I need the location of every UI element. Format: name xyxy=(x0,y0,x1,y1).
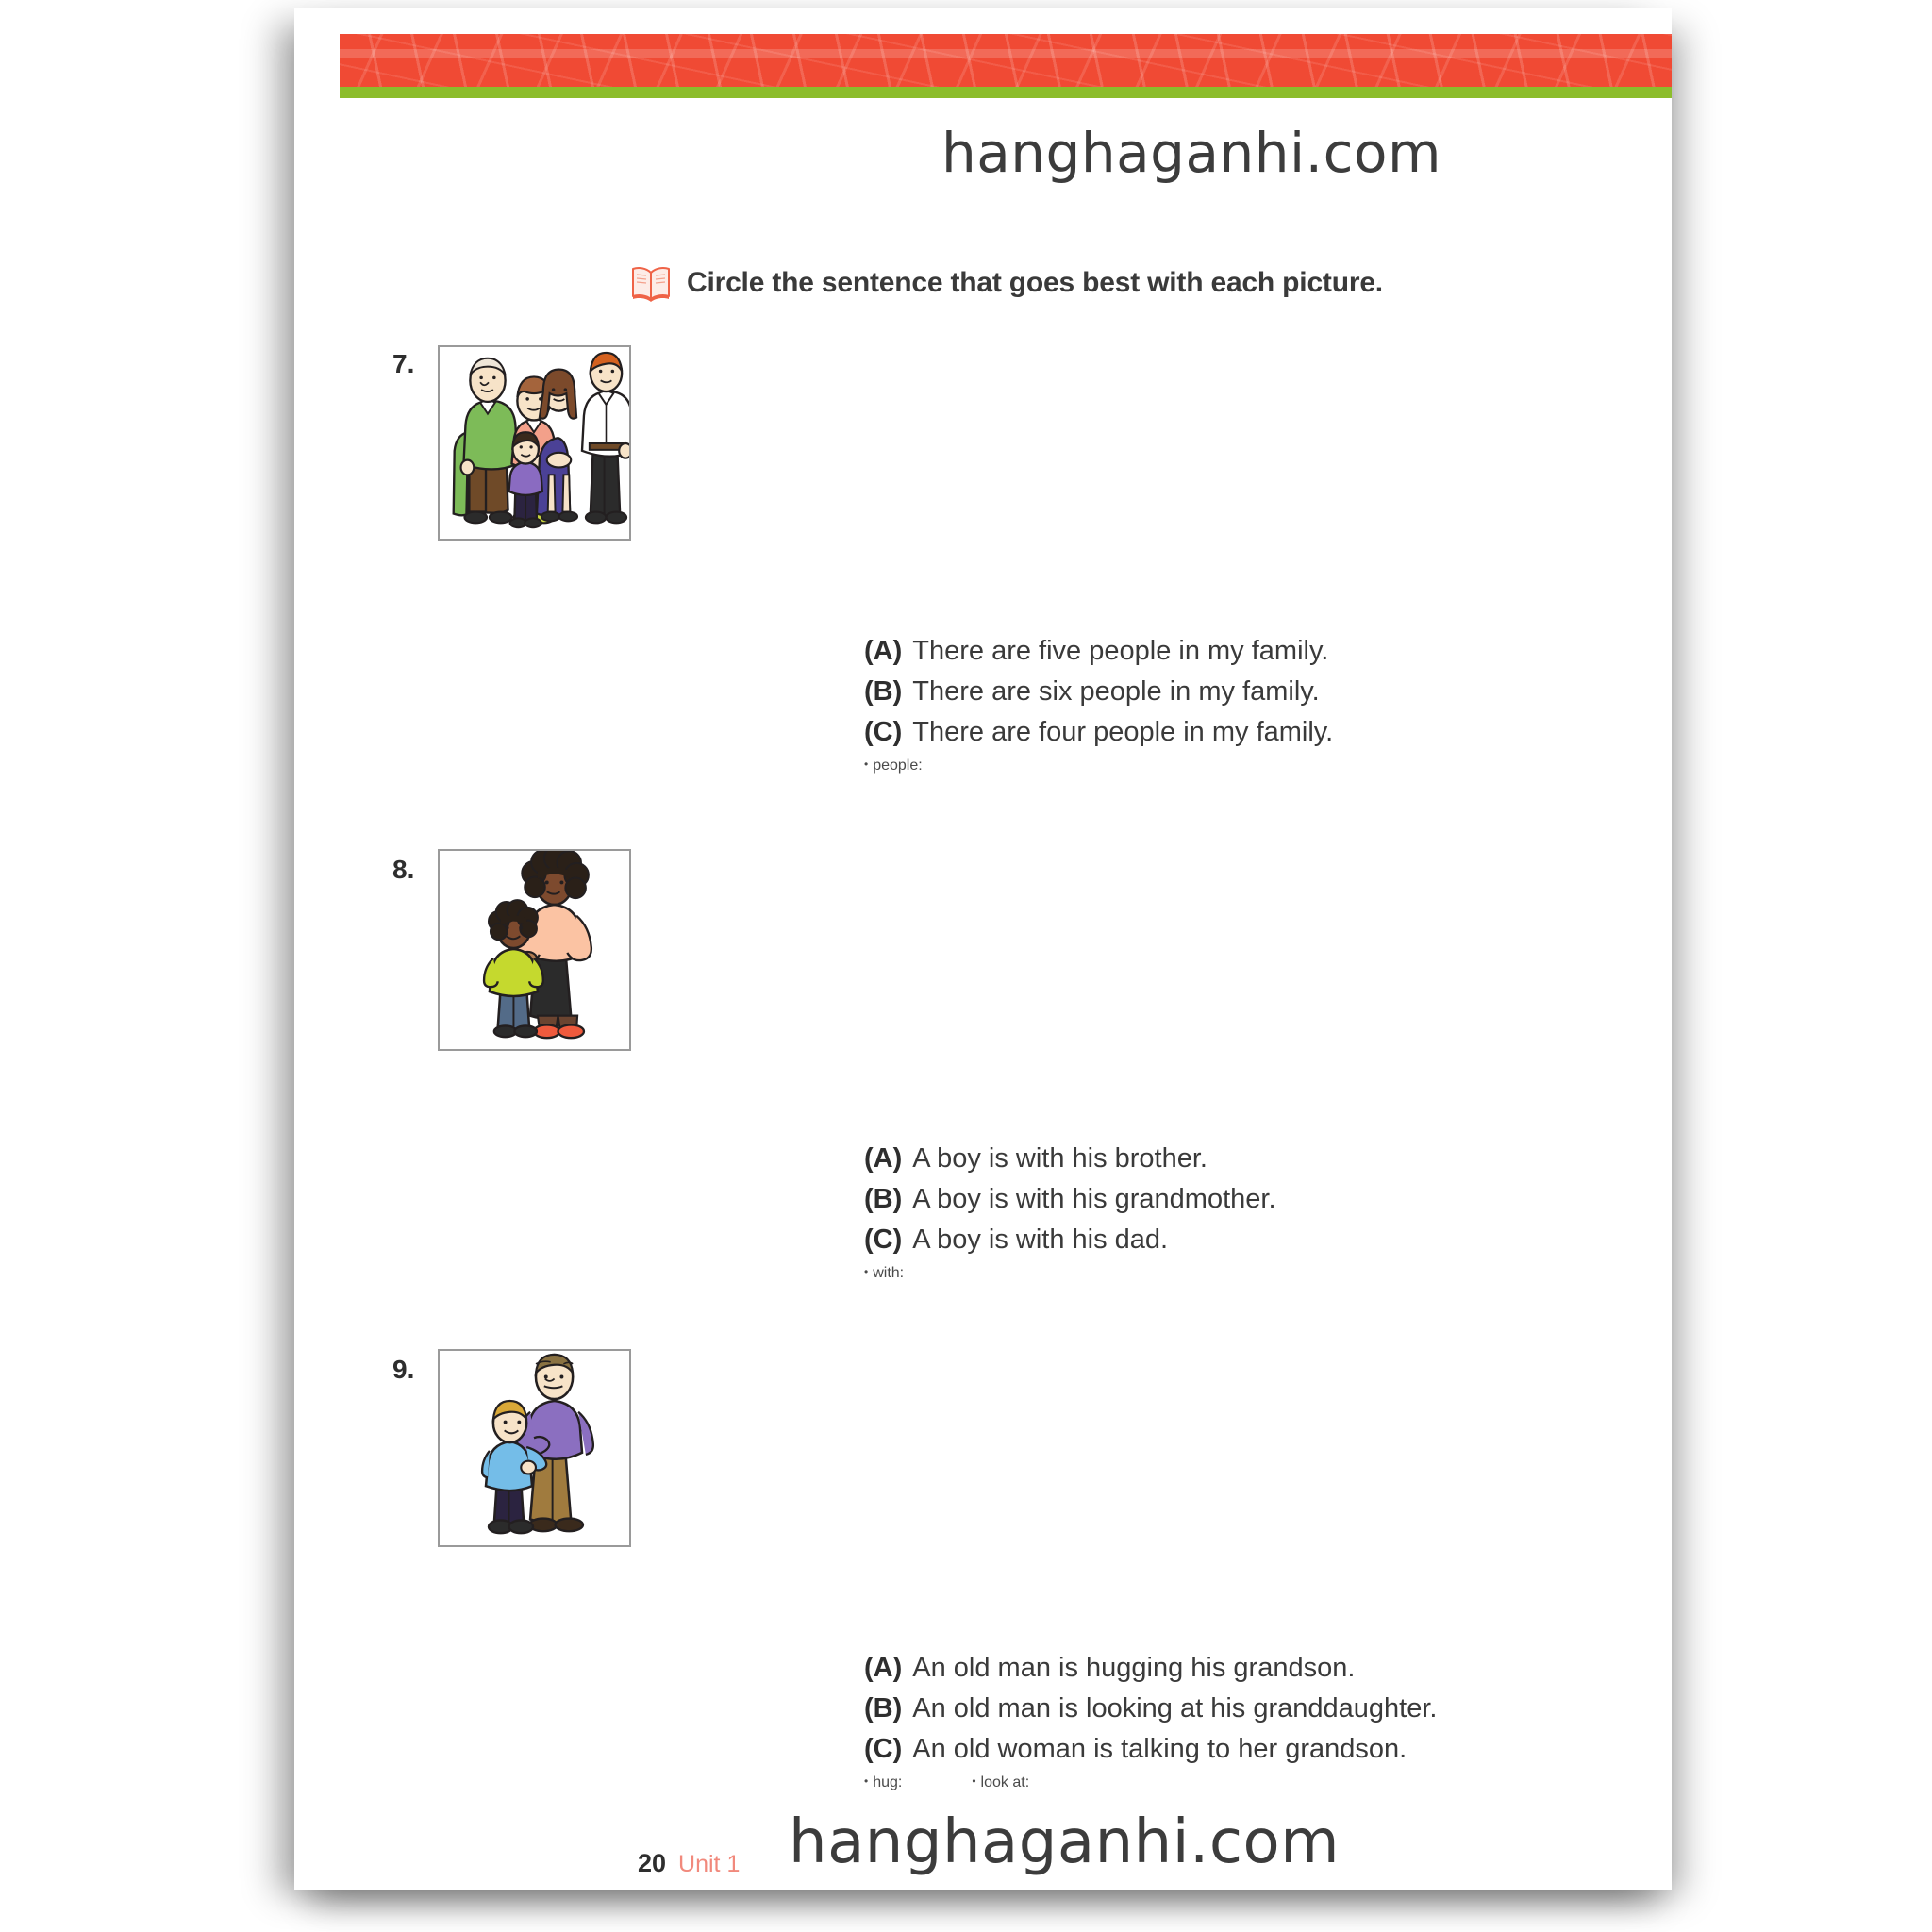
option-letter: (C) xyxy=(864,717,903,747)
glossary-row xyxy=(864,1774,1437,1791)
question-number: 7. xyxy=(392,349,415,378)
option-c[interactable] xyxy=(864,1224,1276,1256)
header-band-red xyxy=(340,34,1672,87)
option-b[interactable] xyxy=(864,1693,1437,1724)
option-c[interactable] xyxy=(864,1734,1437,1765)
glossary-row xyxy=(864,758,1333,774)
open-book-icon xyxy=(630,264,672,302)
options-list xyxy=(864,1143,1276,1282)
glossary-row xyxy=(864,1265,1276,1282)
question-number: 8. xyxy=(392,855,415,884)
option-letter: (A) xyxy=(864,636,903,666)
instruction-row xyxy=(630,264,1383,302)
watermark-top: hanghaganhi.com xyxy=(941,121,1441,185)
option-a[interactable] xyxy=(864,1653,1437,1684)
page-footer xyxy=(638,1849,740,1878)
glossary-term: • hug: xyxy=(864,1774,902,1791)
option-text: A boy is with his dad. xyxy=(912,1224,1169,1255)
option-text: There are six people in my family. xyxy=(912,676,1320,707)
option-letter: (C) xyxy=(864,1224,903,1255)
option-c[interactable] xyxy=(864,717,1333,748)
question-number: 9. xyxy=(392,1355,415,1384)
worksheet-page xyxy=(294,8,1672,1890)
option-b[interactable] xyxy=(864,1184,1276,1215)
option-text: There are four people in my family. xyxy=(912,717,1334,747)
option-letter: (B) xyxy=(864,1693,903,1724)
option-letter: (B) xyxy=(864,1184,903,1214)
option-text: A boy is with his brother. xyxy=(912,1143,1208,1174)
option-a[interactable] xyxy=(864,1143,1276,1174)
family-of-five-illustration xyxy=(438,345,631,541)
option-letter: (A) xyxy=(864,1653,903,1683)
header-decorative-band xyxy=(340,34,1672,98)
option-letter: (A) xyxy=(864,1143,903,1174)
option-a[interactable] xyxy=(864,636,1333,667)
option-text: An old man is looking at his granddaughter. xyxy=(912,1693,1438,1724)
header-band-green xyxy=(340,87,1672,98)
option-text: There are five people in my family. xyxy=(912,636,1329,666)
option-text: An old man is hugging his grandson. xyxy=(912,1653,1356,1683)
glossary-term: • look at: xyxy=(972,1774,1029,1791)
watermark-bottom: hanghaganhi.com xyxy=(789,1807,1341,1877)
unit-label: Unit 1 xyxy=(678,1851,741,1877)
option-letter: (C) xyxy=(864,1734,903,1764)
page-number: 20 xyxy=(638,1849,667,1877)
glossary-term: • people: xyxy=(864,758,923,774)
options-list xyxy=(864,636,1333,774)
option-text: A boy is with his grandmother. xyxy=(912,1184,1276,1214)
option-letter: (B) xyxy=(864,676,903,707)
option-text: An old woman is talking to her grandson. xyxy=(912,1734,1407,1764)
grandmother-and-boy-illustration xyxy=(438,849,631,1051)
grandfather-hugging-boy-illustration xyxy=(438,1349,631,1547)
glossary-term: • with: xyxy=(864,1265,904,1282)
options-list xyxy=(864,1653,1437,1791)
instruction-text: Circle the sentence that goes best with each picture. xyxy=(687,267,1383,298)
option-b[interactable] xyxy=(864,676,1333,708)
